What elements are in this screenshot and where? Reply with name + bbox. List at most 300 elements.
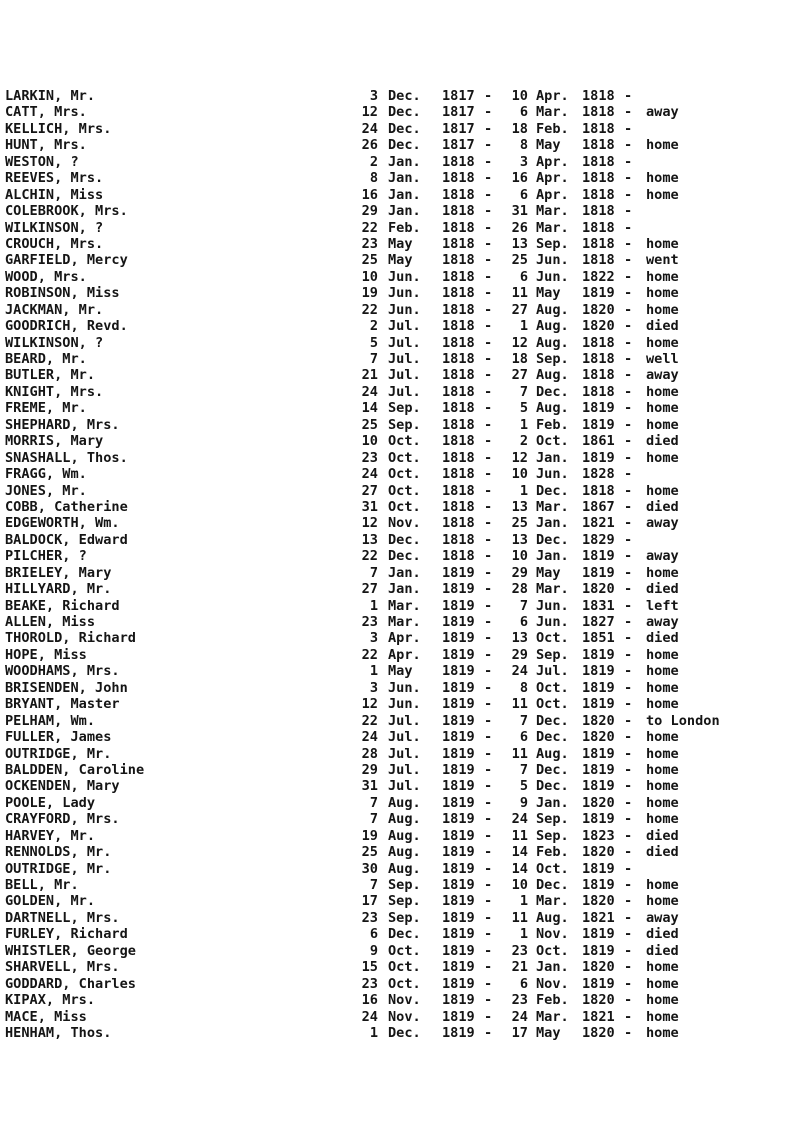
date-separator: - bbox=[484, 416, 493, 433]
end-month: Aug. bbox=[536, 400, 569, 417]
date-separator: - bbox=[484, 877, 493, 893]
outcome-status: home bbox=[646, 877, 679, 893]
end-year: 1818 bbox=[582, 351, 615, 367]
start-year: 1819 bbox=[442, 827, 475, 844]
start-year: 1819 bbox=[442, 877, 475, 893]
date-separator: - bbox=[484, 137, 493, 154]
date-separator: - bbox=[484, 334, 493, 351]
end-year: 1819 bbox=[582, 926, 615, 943]
end-day: 1 bbox=[519, 926, 528, 943]
date-separator: - bbox=[484, 844, 493, 861]
patient-name: OCKENDEN, Mary bbox=[5, 778, 120, 795]
end-year: 1823 bbox=[582, 827, 615, 844]
patient-name: BRISENDEN, John bbox=[5, 679, 128, 696]
start-year: 1819 bbox=[442, 679, 475, 696]
register-row bbox=[0, 285, 801, 301]
end-month: Mar. bbox=[536, 893, 569, 910]
start-month: Aug. bbox=[388, 844, 421, 861]
status-separator: - bbox=[624, 334, 633, 351]
date-separator: - bbox=[484, 219, 493, 236]
end-year: 1820 bbox=[582, 318, 615, 335]
end-day: 13 bbox=[511, 235, 528, 252]
end-day: 5 bbox=[519, 400, 528, 417]
start-month: Jul. bbox=[388, 367, 421, 384]
end-month: Oct. bbox=[536, 860, 569, 877]
start-month: Jan. bbox=[388, 581, 421, 598]
start-month: Sep. bbox=[388, 400, 421, 417]
register-row bbox=[0, 696, 801, 712]
start-year: 1818 bbox=[442, 318, 475, 335]
end-day: 13 bbox=[511, 630, 528, 647]
outcome-status: died bbox=[646, 581, 679, 598]
status-separator: - bbox=[624, 482, 633, 499]
patient-name: JONES, Mr. bbox=[5, 482, 87, 499]
end-month: Jun. bbox=[536, 466, 569, 483]
status-separator: - bbox=[624, 581, 633, 598]
start-day: 15 bbox=[361, 959, 378, 976]
date-separator: - bbox=[484, 909, 493, 926]
end-month: Nov. bbox=[536, 975, 569, 992]
register-row bbox=[0, 548, 801, 564]
register-row bbox=[0, 1025, 801, 1041]
register-row bbox=[0, 351, 801, 367]
end-month: Feb. bbox=[536, 120, 569, 137]
patient-name: BALDOCK, Edward bbox=[5, 531, 128, 548]
patient-name: WOOD, Mrs. bbox=[5, 268, 87, 285]
end-year: 1821 bbox=[582, 909, 615, 926]
status-separator: - bbox=[624, 318, 633, 335]
outcome-status: home bbox=[646, 564, 679, 581]
outcome-status: home bbox=[646, 1024, 679, 1041]
end-month: May bbox=[536, 1024, 561, 1041]
end-day: 17 bbox=[511, 1024, 528, 1041]
outcome-status: home bbox=[646, 975, 679, 992]
date-separator: - bbox=[484, 170, 493, 187]
register-row bbox=[0, 400, 801, 416]
outcome-status: died bbox=[646, 318, 679, 335]
end-year: 1820 bbox=[582, 794, 615, 811]
date-separator: - bbox=[484, 433, 493, 450]
end-month: Dec. bbox=[536, 531, 569, 548]
patient-name: ALLEN, Miss bbox=[5, 614, 96, 630]
end-month: Jan. bbox=[536, 515, 569, 532]
patient-name: THOROLD, Richard bbox=[5, 630, 136, 647]
patient-name: GOLDEN, Mr. bbox=[5, 893, 96, 910]
patient-name: BEARD, Mr. bbox=[5, 351, 87, 367]
patient-name: ROBINSON, Miss bbox=[5, 285, 120, 302]
status-separator: - bbox=[624, 646, 633, 663]
start-day: 7 bbox=[369, 564, 378, 581]
end-month: Dec. bbox=[536, 761, 569, 778]
register-row bbox=[0, 811, 801, 827]
start-day: 12 bbox=[361, 104, 378, 121]
patient-name: KELLICH, Mrs. bbox=[5, 120, 112, 137]
register-row bbox=[0, 795, 801, 811]
start-year: 1819 bbox=[442, 909, 475, 926]
status-separator: - bbox=[624, 877, 633, 893]
patient-name: WILKINSON, ? bbox=[5, 334, 104, 351]
status-separator: - bbox=[624, 400, 633, 417]
outcome-status: away bbox=[646, 909, 679, 926]
date-separator: - bbox=[484, 696, 493, 713]
end-year: 1819 bbox=[582, 646, 615, 663]
patient-name: HENHAM, Thos. bbox=[5, 1024, 112, 1041]
end-day: 11 bbox=[511, 827, 528, 844]
start-month: Jul. bbox=[388, 729, 421, 746]
end-day: 6 bbox=[519, 268, 528, 285]
start-month: Aug. bbox=[388, 811, 421, 828]
outcome-status: away bbox=[646, 104, 679, 121]
end-month: Nov. bbox=[536, 926, 569, 943]
date-separator: - bbox=[484, 663, 493, 680]
end-month: May bbox=[536, 564, 561, 581]
end-day: 13 bbox=[511, 498, 528, 515]
date-separator: - bbox=[484, 235, 493, 252]
register-row bbox=[0, 778, 801, 794]
end-year: 1818 bbox=[582, 203, 615, 220]
end-month: Mar. bbox=[536, 581, 569, 598]
start-day: 7 bbox=[369, 794, 378, 811]
end-year: 1819 bbox=[582, 811, 615, 828]
date-separator: - bbox=[484, 942, 493, 959]
end-day: 1 bbox=[519, 893, 528, 910]
end-year: 1820 bbox=[582, 729, 615, 746]
status-separator: - bbox=[624, 909, 633, 926]
status-separator: - bbox=[624, 466, 633, 483]
patient-name: GODDARD, Charles bbox=[5, 975, 136, 992]
start-month: Oct. bbox=[388, 449, 421, 466]
start-year: 1819 bbox=[442, 761, 475, 778]
patient-name: HOPE, Miss bbox=[5, 646, 87, 663]
end-month: Sep. bbox=[536, 235, 569, 252]
start-month: Jul. bbox=[388, 351, 421, 367]
register-row bbox=[0, 499, 801, 515]
date-separator: - bbox=[484, 794, 493, 811]
start-month: Nov. bbox=[388, 992, 421, 1009]
status-separator: - bbox=[624, 367, 633, 384]
end-month: Mar. bbox=[536, 219, 569, 236]
start-day: 7 bbox=[369, 877, 378, 893]
start-day: 3 bbox=[369, 679, 378, 696]
patient-name: CROUCH, Mrs. bbox=[5, 235, 104, 252]
end-year: 1819 bbox=[582, 449, 615, 466]
start-year: 1819 bbox=[442, 1008, 475, 1025]
start-day: 24 bbox=[361, 120, 378, 137]
end-month: Feb. bbox=[536, 992, 569, 1009]
patient-name: HARVEY, Mr. bbox=[5, 827, 96, 844]
end-month: Dec. bbox=[536, 383, 569, 400]
start-year: 1818 bbox=[442, 351, 475, 367]
end-year: 1818 bbox=[582, 186, 615, 203]
register-row bbox=[0, 154, 801, 170]
date-separator: - bbox=[484, 778, 493, 795]
end-year: 1820 bbox=[582, 712, 615, 729]
end-day: 7 bbox=[519, 383, 528, 400]
register-row bbox=[0, 565, 801, 581]
date-separator: - bbox=[484, 252, 493, 269]
end-day: 7 bbox=[519, 761, 528, 778]
end-month: Dec. bbox=[536, 482, 569, 499]
start-month: Jul. bbox=[388, 761, 421, 778]
start-month: May bbox=[388, 663, 413, 680]
patient-name: EDGEWORTH, Wm. bbox=[5, 515, 120, 532]
date-separator: - bbox=[484, 614, 493, 630]
end-month: Jan. bbox=[536, 548, 569, 565]
status-separator: - bbox=[624, 301, 633, 318]
end-day: 10 bbox=[511, 466, 528, 483]
end-year: 1821 bbox=[582, 1008, 615, 1025]
start-day: 10 bbox=[361, 268, 378, 285]
outcome-status: home bbox=[646, 646, 679, 663]
start-day: 23 bbox=[361, 449, 378, 466]
end-day: 14 bbox=[511, 860, 528, 877]
date-separator: - bbox=[484, 630, 493, 647]
end-day: 11 bbox=[511, 909, 528, 926]
end-day: 16 bbox=[511, 170, 528, 187]
start-day: 17 bbox=[361, 893, 378, 910]
status-separator: - bbox=[624, 745, 633, 762]
end-year: 1819 bbox=[582, 761, 615, 778]
end-day: 18 bbox=[511, 120, 528, 137]
patient-name: GARFIELD, Mercy bbox=[5, 252, 128, 269]
patient-name: POOLE, Lady bbox=[5, 794, 96, 811]
register-row bbox=[0, 877, 801, 893]
end-year: 1831 bbox=[582, 597, 615, 614]
end-month: Mar. bbox=[536, 203, 569, 220]
start-day: 22 bbox=[361, 301, 378, 318]
start-day: 25 bbox=[361, 416, 378, 433]
end-year: 1820 bbox=[582, 844, 615, 861]
end-month: Dec. bbox=[536, 778, 569, 795]
date-separator: - bbox=[484, 88, 493, 104]
end-day: 23 bbox=[511, 942, 528, 959]
patient-name: FURLEY, Richard bbox=[5, 926, 128, 943]
status-separator: - bbox=[624, 351, 633, 367]
start-month: Jun. bbox=[388, 301, 421, 318]
start-year: 1818 bbox=[442, 268, 475, 285]
date-separator: - bbox=[484, 827, 493, 844]
date-separator: - bbox=[484, 761, 493, 778]
status-separator: - bbox=[624, 416, 633, 433]
date-separator: - bbox=[484, 104, 493, 121]
start-month: Jul. bbox=[388, 383, 421, 400]
outcome-status: died bbox=[646, 498, 679, 515]
start-month: Aug. bbox=[388, 827, 421, 844]
register-row bbox=[0, 367, 801, 383]
start-year: 1819 bbox=[442, 597, 475, 614]
end-day: 6 bbox=[519, 729, 528, 746]
patient-name: WESTON, ? bbox=[5, 153, 79, 170]
start-year: 1818 bbox=[442, 515, 475, 532]
register-row bbox=[0, 598, 801, 614]
end-day: 31 bbox=[511, 203, 528, 220]
end-month: Aug. bbox=[536, 318, 569, 335]
outcome-status: away bbox=[646, 614, 679, 630]
start-year: 1819 bbox=[442, 712, 475, 729]
start-day: 7 bbox=[369, 351, 378, 367]
end-year: 1821 bbox=[582, 515, 615, 532]
end-year: 1820 bbox=[582, 1024, 615, 1041]
start-month: Nov. bbox=[388, 515, 421, 532]
start-year: 1818 bbox=[442, 548, 475, 565]
status-separator: - bbox=[624, 844, 633, 861]
start-year: 1818 bbox=[442, 498, 475, 515]
end-day: 2 bbox=[519, 433, 528, 450]
register-row bbox=[0, 483, 801, 499]
status-separator: - bbox=[624, 614, 633, 630]
end-year: 1819 bbox=[582, 548, 615, 565]
end-month: Apr. bbox=[536, 88, 569, 104]
start-year: 1819 bbox=[442, 844, 475, 861]
status-separator: - bbox=[624, 992, 633, 1009]
status-separator: - bbox=[624, 597, 633, 614]
outcome-status: died bbox=[646, 630, 679, 647]
start-year: 1818 bbox=[442, 449, 475, 466]
end-month: Mar. bbox=[536, 498, 569, 515]
start-year: 1817 bbox=[442, 104, 475, 121]
end-month: Jan. bbox=[536, 959, 569, 976]
start-year: 1819 bbox=[442, 992, 475, 1009]
start-month: Oct. bbox=[388, 975, 421, 992]
start-month: Sep. bbox=[388, 877, 421, 893]
start-day: 24 bbox=[361, 1008, 378, 1025]
end-year: 1819 bbox=[582, 663, 615, 680]
start-month: May bbox=[388, 252, 413, 269]
end-day: 1 bbox=[519, 318, 528, 335]
date-separator: - bbox=[484, 679, 493, 696]
start-year: 1819 bbox=[442, 696, 475, 713]
date-separator: - bbox=[484, 498, 493, 515]
start-day: 14 bbox=[361, 400, 378, 417]
outcome-status: died bbox=[646, 926, 679, 943]
end-year: 1819 bbox=[582, 696, 615, 713]
end-year: 1819 bbox=[582, 564, 615, 581]
patient-name: CATT, Mrs. bbox=[5, 104, 87, 121]
status-separator: - bbox=[624, 729, 633, 746]
end-day: 29 bbox=[511, 646, 528, 663]
date-separator: - bbox=[484, 351, 493, 367]
end-day: 24 bbox=[511, 811, 528, 828]
end-month: Jan. bbox=[536, 794, 569, 811]
register-row bbox=[0, 926, 801, 942]
outcome-status: home bbox=[646, 696, 679, 713]
status-separator: - bbox=[624, 761, 633, 778]
patient-name: REEVES, Mrs. bbox=[5, 170, 104, 187]
register-row bbox=[0, 88, 801, 104]
register-row bbox=[0, 844, 801, 860]
end-day: 24 bbox=[511, 1008, 528, 1025]
patient-name: WILKINSON, ? bbox=[5, 219, 104, 236]
start-year: 1818 bbox=[442, 482, 475, 499]
end-month: Sep. bbox=[536, 351, 569, 367]
end-day: 27 bbox=[511, 301, 528, 318]
end-day: 1 bbox=[519, 482, 528, 499]
start-year: 1819 bbox=[442, 581, 475, 598]
start-day: 10 bbox=[361, 433, 378, 450]
register-row bbox=[0, 236, 801, 252]
patient-name: JACKMAN, Mr. bbox=[5, 301, 104, 318]
end-month: Sep. bbox=[536, 646, 569, 663]
register-row bbox=[0, 910, 801, 926]
end-month: Jun. bbox=[536, 597, 569, 614]
patient-name: COLEBROOK, Mrs. bbox=[5, 203, 128, 220]
patient-name: SHARVELL, Mrs. bbox=[5, 959, 120, 976]
outcome-status: left bbox=[646, 597, 679, 614]
end-year: 1820 bbox=[582, 581, 615, 598]
end-day: 8 bbox=[519, 137, 528, 154]
register-row bbox=[0, 203, 801, 219]
status-separator: - bbox=[624, 433, 633, 450]
register-row bbox=[0, 959, 801, 975]
end-day: 6 bbox=[519, 104, 528, 121]
end-day: 21 bbox=[511, 959, 528, 976]
date-separator: - bbox=[484, 482, 493, 499]
register-row bbox=[0, 104, 801, 120]
end-year: 1851 bbox=[582, 630, 615, 647]
start-year: 1819 bbox=[442, 614, 475, 630]
start-day: 12 bbox=[361, 696, 378, 713]
outcome-status: home bbox=[646, 268, 679, 285]
status-separator: - bbox=[624, 498, 633, 515]
end-month: Jun. bbox=[536, 268, 569, 285]
status-separator: - bbox=[624, 975, 633, 992]
register-row bbox=[0, 187, 801, 203]
start-day: 1 bbox=[369, 1024, 378, 1041]
end-month: Dec. bbox=[536, 712, 569, 729]
start-month: Jan. bbox=[388, 203, 421, 220]
outcome-status: home bbox=[646, 679, 679, 696]
date-separator: - bbox=[484, 646, 493, 663]
outcome-status: home bbox=[646, 778, 679, 795]
patient-name: BALDDEN, Caroline bbox=[5, 761, 145, 778]
outcome-status: home bbox=[646, 482, 679, 499]
end-month: Jul. bbox=[536, 663, 569, 680]
outcome-status: home bbox=[646, 301, 679, 318]
register-row bbox=[0, 614, 801, 630]
patient-name: BEAKE, Richard bbox=[5, 597, 120, 614]
start-day: 27 bbox=[361, 482, 378, 499]
start-day: 1 bbox=[369, 663, 378, 680]
patient-name: KIPAX, Mrs. bbox=[5, 992, 96, 1009]
status-separator: - bbox=[624, 153, 633, 170]
start-year: 1819 bbox=[442, 564, 475, 581]
end-day: 13 bbox=[511, 531, 528, 548]
end-year: 1818 bbox=[582, 252, 615, 269]
start-day: 25 bbox=[361, 844, 378, 861]
end-day: 11 bbox=[511, 696, 528, 713]
end-year: 1867 bbox=[582, 498, 615, 515]
start-month: Sep. bbox=[388, 909, 421, 926]
start-year: 1819 bbox=[442, 811, 475, 828]
outcome-status: home bbox=[646, 400, 679, 417]
outcome-status: home bbox=[646, 811, 679, 828]
start-year: 1818 bbox=[442, 531, 475, 548]
end-day: 26 bbox=[511, 219, 528, 236]
status-separator: - bbox=[624, 564, 633, 581]
end-month: Feb. bbox=[536, 416, 569, 433]
outcome-status: died bbox=[646, 827, 679, 844]
start-month: Jun. bbox=[388, 679, 421, 696]
end-month: Feb. bbox=[536, 844, 569, 861]
status-separator: - bbox=[624, 1024, 633, 1041]
start-day: 6 bbox=[369, 926, 378, 943]
end-year: 1818 bbox=[582, 104, 615, 121]
end-year: 1828 bbox=[582, 466, 615, 483]
start-year: 1818 bbox=[442, 285, 475, 302]
start-year: 1818 bbox=[442, 235, 475, 252]
status-separator: - bbox=[624, 860, 633, 877]
end-day: 6 bbox=[519, 186, 528, 203]
